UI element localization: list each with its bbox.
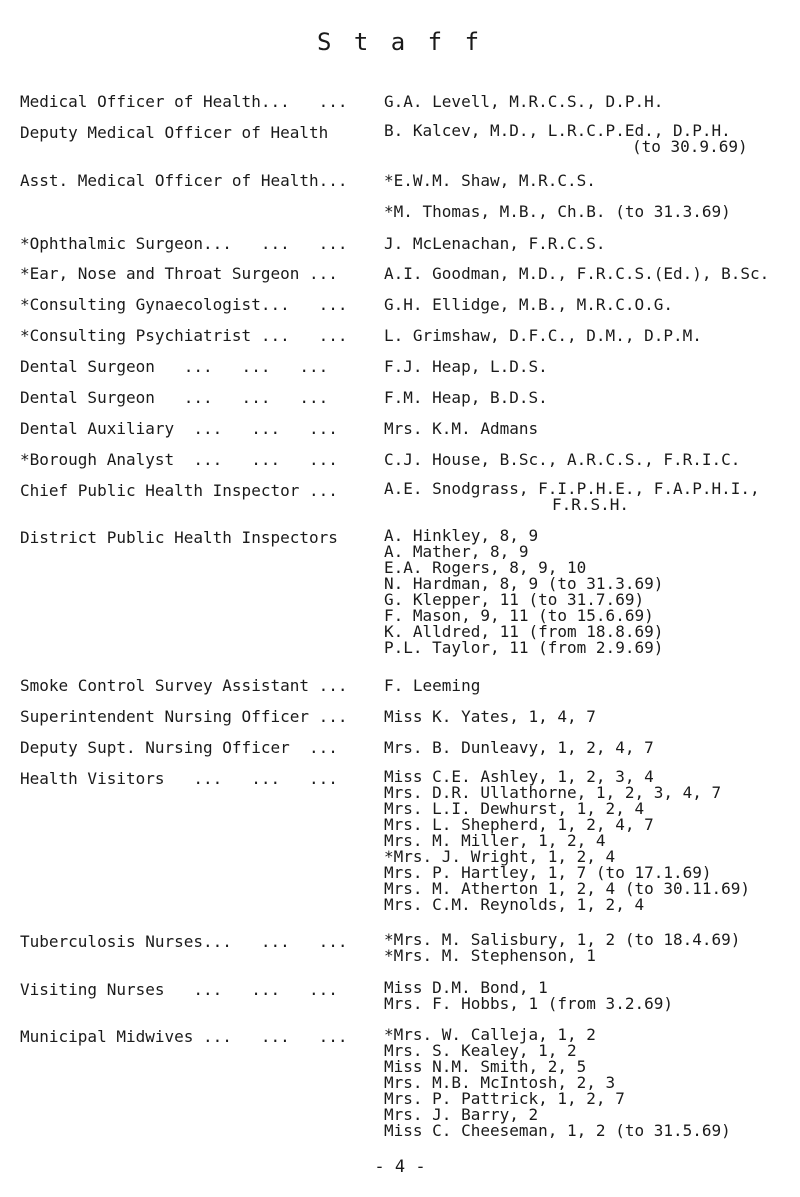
staff-name-continuation: (to 30.9.69) xyxy=(632,137,748,156)
staff-names xyxy=(384,676,794,696)
staff-name: *Mrs. J. Wright, 1, 2, 4 xyxy=(384,847,616,866)
staff-name: Mrs. P. Hartley, 1, 7 (to 17.1.69) xyxy=(384,863,712,882)
page-title: S t a f f xyxy=(316,28,484,56)
staff-name: A. Hinkley, 8, 9 xyxy=(384,526,539,545)
staff-name: Miss C. Cheeseman, 1, 2 (to 31.5.69) xyxy=(384,1121,731,1140)
staff-name: G.A. Levell, M.R.C.S., D.P.H. xyxy=(384,92,664,111)
staff-names xyxy=(384,769,794,913)
staff-name: L. Grimshaw, D.F.C., D.M., D.P.M. xyxy=(384,326,702,345)
role-label: Deputy Medical Officer of Health xyxy=(20,123,329,142)
staff-names xyxy=(384,528,794,656)
page-number: - 4 - xyxy=(374,1157,426,1177)
staff-name: G.H. Ellidge, M.B., M.R.C.O.G. xyxy=(384,295,673,314)
role-label: Smoke Control Survey Assistant ... xyxy=(20,676,348,695)
staff-name: Mrs. C.M. Reynolds, 1, 2, 4 xyxy=(384,895,645,914)
staff-name: G. Klepper, 11 (to 31.7.69) xyxy=(384,590,645,609)
staff-name: *Mrs. M. Salisbury, 1, 2 (to 18.4.69) xyxy=(384,930,741,949)
staff-name: *E.W.M. Shaw, M.R.C.S. xyxy=(384,171,596,190)
role-label: *Consulting Psychiatrist ... ... xyxy=(20,326,348,345)
role-label: Dental Surgeon ... ... ... xyxy=(20,357,329,376)
staff-name: B. Kalcev, M.D., L.R.C.P.Ed., D.P.H. xyxy=(384,121,731,140)
staff-names xyxy=(384,419,794,439)
staff-name: Miss C.E. Ashley, 1, 2, 3, 4 xyxy=(384,767,654,786)
staff-name: *Mrs. M. Stephenson, 1 xyxy=(384,946,596,965)
staff-name: Mrs. D.R. Ullathorne, 1, 2, 3, 4, 7 xyxy=(384,783,722,802)
staff-name: Miss N.M. Smith, 2, 5 xyxy=(384,1057,587,1076)
staff-names xyxy=(384,357,794,377)
staff-names xyxy=(384,1027,794,1139)
staff-name: F. Mason, 9, 11 (to 15.6.69) xyxy=(384,606,654,625)
role-label: Dental Auxiliary ... ... ... xyxy=(20,419,338,438)
staff-name: Mrs. B. Dunleavy, 1, 2, 4, 7 xyxy=(384,738,654,757)
staff-name: Mrs. K.M. Admans xyxy=(384,419,539,438)
staff-names xyxy=(384,980,794,1012)
staff-name: A. Mather, 8, 9 xyxy=(384,542,529,561)
role-label: *Consulting Gynaecologist... ... xyxy=(20,295,348,314)
staff-name: Mrs. F. Hobbs, 1 (from 3.2.69) xyxy=(384,994,673,1013)
staff-name: P.L. Taylor, 11 (from 2.9.69) xyxy=(384,638,664,657)
staff-name: F.J. Heap, L.D.S. xyxy=(384,357,548,376)
role-label: Dental Surgeon ... ... ... xyxy=(20,388,329,407)
staff-names xyxy=(384,738,794,758)
staff-name: Mrs. J. Barry, 2 xyxy=(384,1105,539,1124)
staff-name: Mrs. M.B. McIntosh, 2, 3 xyxy=(384,1073,616,1092)
staff-names xyxy=(384,264,794,284)
staff-names xyxy=(384,326,794,346)
staff-names xyxy=(384,171,794,191)
staff-names xyxy=(384,932,794,964)
role-label: *Borough Analyst ... ... ... xyxy=(20,450,338,469)
staff-name: K. Alldred, 11 (from 18.8.69) xyxy=(384,622,664,641)
staff-name: Mrs. P. Pattrick, 1, 2, 7 xyxy=(384,1089,625,1108)
staff-names xyxy=(384,234,794,254)
staff-names xyxy=(384,202,794,222)
role-label: District Public Health Inspectors xyxy=(20,528,338,547)
staff-name: A.I. Goodman, M.D., F.R.C.S.(Ed.), B.Sc. xyxy=(384,264,770,283)
staff-name-continuation: F.R.S.H. xyxy=(552,495,630,514)
role-label: Superintendent Nursing Officer ... xyxy=(20,707,348,726)
staff-name: A.E. Snodgrass, F.I.P.H.E., F.A.P.H.I., xyxy=(384,479,760,498)
staff-name: E.A. Rogers, 8, 9, 10 xyxy=(384,558,587,577)
role-label: Tuberculosis Nurses... ... ... xyxy=(20,932,348,951)
staff-name: Miss K. Yates, 1, 4, 7 xyxy=(384,707,596,726)
role-label: Deputy Supt. Nursing Officer ... xyxy=(20,738,338,757)
role-label: *Ear, Nose and Throat Surgeon ... xyxy=(20,264,338,283)
staff-name: *M. Thomas, M.B., Ch.B. (to 31.3.69) xyxy=(384,202,731,221)
staff-names xyxy=(384,388,794,408)
staff-names xyxy=(384,92,794,112)
role-label: *Ophthalmic Surgeon... ... ... xyxy=(20,234,348,253)
role-label: Visiting Nurses ... ... ... xyxy=(20,980,338,999)
role-label: Municipal Midwives ... ... ... xyxy=(20,1027,348,1046)
staff-name: F.M. Heap, B.D.S. xyxy=(384,388,548,407)
staff-names xyxy=(384,123,794,155)
staff-names xyxy=(384,707,794,727)
staff-name: J. McLenachan, F.R.C.S. xyxy=(384,234,606,253)
staff-name: Mrs. L.I. Dewhurst, 1, 2, 4 xyxy=(384,799,645,818)
staff-name: Mrs. M. Miller, 1, 2, 4 xyxy=(384,831,606,850)
role-label: Asst. Medical Officer of Health... xyxy=(20,171,348,190)
staff-name: Miss D.M. Bond, 1 xyxy=(384,978,548,997)
staff-name: Mrs. L. Shepherd, 1, 2, 4, 7 xyxy=(384,815,654,834)
staff-name: F. Leeming xyxy=(384,676,481,695)
staff-name: C.J. House, B.Sc., A.R.C.S., F.R.I.C. xyxy=(384,450,741,469)
staff-name: Mrs. S. Kealey, 1, 2 xyxy=(384,1041,577,1060)
role-label: Health Visitors ... ... ... xyxy=(20,769,338,788)
role-label: Medical Officer of Health... ... xyxy=(20,92,348,111)
staff-name: *Mrs. W. Calleja, 1, 2 xyxy=(384,1025,596,1044)
staff-names xyxy=(384,450,794,470)
staff-name: Mrs. M. Atherton 1, 2, 4 (to 30.11.69) xyxy=(384,879,751,898)
staff-names xyxy=(384,481,794,513)
staff-name: N. Hardman, 8, 9 (to 31.3.69) xyxy=(384,574,664,593)
role-label: Chief Public Health Inspector ... xyxy=(20,481,338,500)
staff-names xyxy=(384,295,794,315)
